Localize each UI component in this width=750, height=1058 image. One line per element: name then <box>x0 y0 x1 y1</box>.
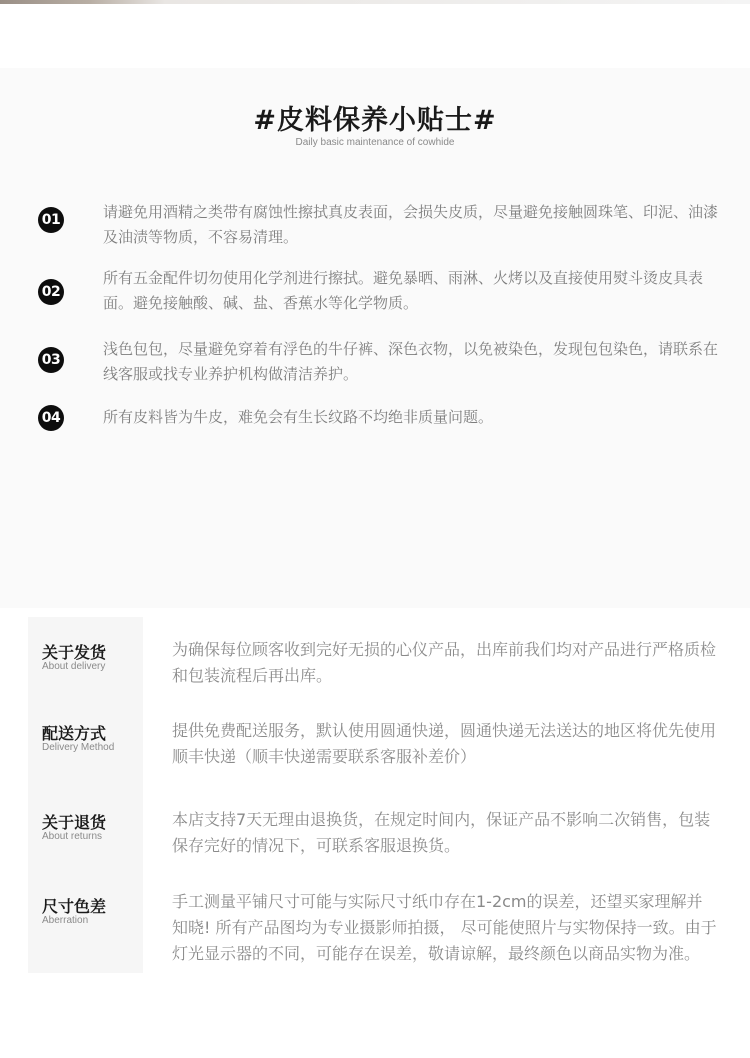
policy-subtitle: About delivery <box>42 661 106 672</box>
tip-item <box>38 405 718 465</box>
policy-text: 提供免费配送服务，默认使用圆通快递，圆通快递无法送达的地区将优先使用顺丰快递（顺丰快递需要联系客服补差价） <box>172 721 717 766</box>
tip-text: 浅色包包，尽量避免穿着有浮色的牛仔裤、深色衣物，以免被染色，发现包包染色，请联系在线客服或找专业养护机构做清洁养护。 <box>103 340 719 383</box>
header-band <box>0 4 750 68</box>
tip-text: 请避免用酒精之类带有腐蚀性擦拭真皮表面，会损失皮质，尽量避免接触圆珠笔、印泥、油漆及油渍等物质，不容易清理。 <box>103 203 719 246</box>
policy-text: 为确保每位顾客收到完好无损的心仪产品，出库前我们均对产品进行严格质检和包装流程后再出库。 <box>172 640 717 685</box>
policy-subtitle: Delivery Method <box>42 742 115 753</box>
tip-number-badge: 02 <box>38 279 64 305</box>
section-subtitle: Daily basic maintenance of cowhide <box>295 137 455 148</box>
policy-title: 配送方式 <box>42 724 107 743</box>
tip-number-badge: 04 <box>38 405 64 431</box>
policy-title: 关于发货 <box>42 643 107 662</box>
tip-number-badge: 03 <box>38 347 64 373</box>
tip-item <box>38 337 718 397</box>
tip-text: 所有五金配件切勿使用化学剂进行擦拭。避免暴晒、雨淋、火烤以及直接使用熨斗烫皮具表面。避免接触酸、碱、盐、香蕉水等化学物质。 <box>103 269 704 312</box>
section-title: #皮料保养小贴士# <box>253 105 497 136</box>
tip-text: 所有皮料皆为牛皮，难免会有生长纹路不均绝非质量问题。 <box>103 408 494 426</box>
policy-title: 关于退货 <box>42 813 107 832</box>
tip-item <box>38 200 718 260</box>
policy-title: 尺寸色差 <box>42 897 107 916</box>
policy-subtitle: About returns <box>42 831 103 842</box>
policy-text: 手工测量平铺尺寸可能与实际尺寸纸巾存在1-2cm的误差，还望买家理解并知晓! 所有产品图均为专业摄影师拍摄， 尽可能使照片与实物保持一致。由于灯光显示器的不同，可能存在误差，敬请谅解，最终颜色以商品实物为准。 <box>172 892 717 963</box>
tip-item <box>38 266 718 326</box>
policy-text: 本店支持7天无理由退换货，在规定时间内，保证产品不影响二次销售，包装保存完好的情况下，可联系客服退换货。 <box>172 810 711 855</box>
policy-subtitle: Aberration <box>42 915 89 926</box>
tip-number-badge: 01 <box>38 207 64 233</box>
